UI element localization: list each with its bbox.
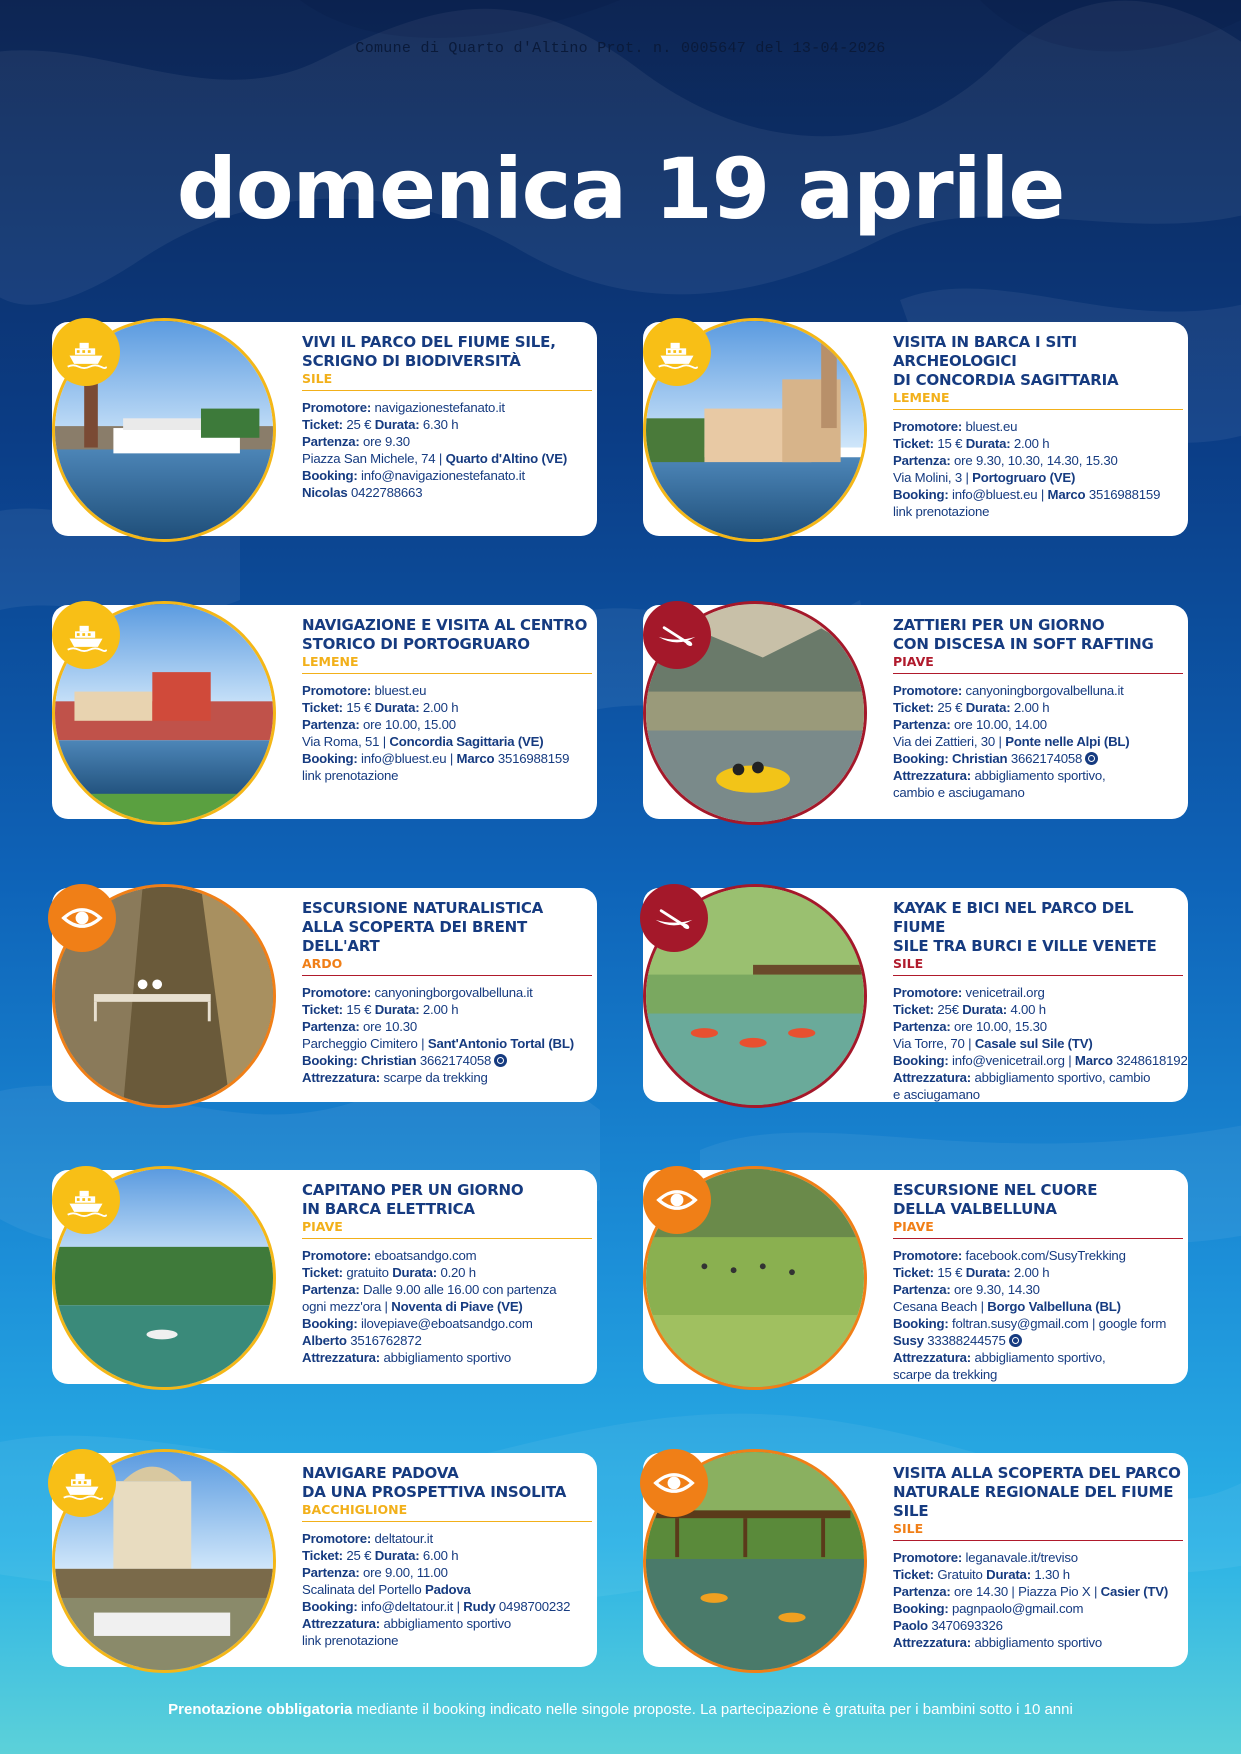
footer-note: Prenotazione obbligatoria mediante il booking indicato nelle singole proposte. La partecipazione è gratuita per i bambini sotto i 10 anni (168, 1701, 1073, 1718)
event-river: LEMENE (893, 390, 1183, 410)
event-ticket: Ticket: Gratuito Durata: 1.30 h (893, 1567, 1070, 1582)
event-attrezzatura: Attrezzatura: abbigliamento sportivo, (893, 768, 1106, 783)
event-contact: Alberto 3516762872 (302, 1333, 422, 1348)
event-river: LEMENE (302, 654, 592, 674)
event-booking: Booking: info@deltatour.it | Rudy 0498700232 (302, 1599, 571, 1614)
event-attrezzatura: Attrezzatura: scarpe da trekking (302, 1070, 488, 1085)
event-promotore: Promotore: canyoningborgovalbelluna.it (893, 683, 1124, 698)
page-title: domenica 19 aprile (176, 140, 1065, 238)
eye-icon (643, 1166, 711, 1234)
event-attrezzatura-cont: scarpe da trekking (893, 1367, 998, 1382)
boat-icon (48, 1449, 116, 1517)
boat-icon (643, 318, 711, 386)
event-booking: Booking: Christian 3662174058 (302, 1052, 592, 1069)
event-ticket: Ticket: 25€ Durata: 4.00 h (893, 1002, 1046, 1017)
event-partenza: Partenza: ore 10.00, 15.30 (893, 1019, 1047, 1034)
event-attrezzatura-cont: cambio e asciugamano (893, 785, 1025, 800)
protocol-stamp: Comune di Quarto d'Altino Prot. n. 0005647 del 13-04-2026 (355, 40, 886, 57)
booking-link[interactable]: link prenotazione (893, 504, 990, 519)
event-partenza: Partenza: Dalle 9.00 alle 16.00 con partenza (302, 1282, 557, 1297)
event-attrezzatura-cont: e asciugamano (893, 1087, 980, 1102)
event-promotore: Promotore: venicetrail.org (893, 985, 1045, 1000)
eye-icon (48, 884, 116, 952)
eye-icon (640, 1449, 708, 1517)
event-title: ESCURSIONE NATURALISTICA ALLA SCOPERTA DEI BRENT DELL'ART (302, 899, 544, 955)
event-address: ogni mezz'ora | Noventa di Piave (VE) (302, 1299, 523, 1314)
event-river: SILE (893, 1521, 1183, 1541)
event-promotore: Promotore: bluest.eu (302, 683, 427, 698)
event-address: Piazza San Michele, 74 | Quarto d'Altino (VE) (302, 451, 568, 466)
event-partenza: Partenza: ore 9.30, 10.30, 14.30, 15.30 (893, 453, 1118, 468)
event-partenza: Partenza: ore 9.30, 14.30 (893, 1282, 1040, 1297)
event-partenza: Partenza: ore 10.30 (302, 1019, 417, 1034)
event-ticket: Ticket: 15 € Durata: 2.00 h (893, 436, 1050, 451)
event-ticket: Ticket: 15 € Durata: 2.00 h (302, 1002, 459, 1017)
event-promotore: Promotore: leganavale.it/treviso (893, 1550, 1078, 1565)
event-partenza: Partenza: ore 9.00, 11.00 (302, 1565, 448, 1580)
boat-icon (52, 318, 120, 386)
canoe-icon (640, 884, 708, 952)
whatsapp-icon (1085, 752, 1098, 765)
event-partenza: Partenza: ore 14.30 | Piazza Pio X | Casier (TV) (893, 1584, 1169, 1599)
event-promotore: Promotore: eboatsandgo.com (302, 1248, 477, 1263)
boat-icon (52, 601, 120, 669)
event-attrezzatura: Attrezzatura: abbigliamento sportivo (893, 1635, 1103, 1650)
event-title: ZATTIERI PER UN GIORNO CON DISCESA IN SOFT RAFTING (893, 616, 1154, 653)
event-title: VISITA IN BARCA I SITI ARCHEOLOGICI DI CONCORDIA SAGITTARIA (893, 333, 1119, 389)
event-attrezzatura: Attrezzatura: abbigliamento sportivo, (893, 1350, 1106, 1365)
whatsapp-icon (1009, 1334, 1022, 1347)
event-ticket: Ticket: gratuito Durata: 0.20 h (302, 1265, 476, 1280)
event-ticket: Ticket: 25 € Durata: 6.00 h (302, 1548, 459, 1563)
event-partenza: Partenza: ore 9.30 (302, 434, 410, 449)
event-booking: Booking: info@bluest.eu | Marco 3516988159 (302, 751, 570, 766)
canoe-icon (643, 601, 711, 669)
event-ticket: Ticket: 15 € Durata: 2.00 h (302, 700, 459, 715)
event-river: ARDO (302, 956, 592, 976)
event-title: KAYAK E BICI NEL PARCO DEL FIUME SILE TRA BURCI E VILLE VENETE (893, 899, 1157, 955)
event-title: VIVI IL PARCO DEL FIUME SILE, SCRIGNO DI BIODIVERSITÀ (302, 333, 556, 370)
event-ticket: Ticket: 15 € Durata: 2.00 h (893, 1265, 1050, 1280)
booking-link[interactable]: link prenotazione (302, 1633, 399, 1648)
event-address: Parcheggio Cimitero | Sant'Antonio Tortal (BL) (302, 1036, 574, 1051)
event-river: PIAVE (893, 1219, 1183, 1239)
event-title: ESCURSIONE NEL CUORE DELLA VALBELLUNA (893, 1181, 1098, 1218)
event-promotore: Promotore: navigazionestefanato.it (302, 400, 505, 415)
event-ticket: Ticket: 25 € Durata: 2.00 h (893, 700, 1050, 715)
event-address: Scalinata del Portello Padova (302, 1582, 471, 1597)
event-attrezzatura: Attrezzatura: abbigliamento sportivo, cambio (893, 1070, 1151, 1085)
event-river: SILE (302, 371, 592, 391)
event-address: Via dei Zattieri, 30 | Ponte nelle Alpi (BL) (893, 734, 1130, 749)
event-promotore: Promotore: bluest.eu (893, 419, 1018, 434)
event-booking: Booking: info@bluest.eu | Marco 3516988159 (893, 487, 1161, 502)
event-promotore: Promotore: deltatour.it (302, 1531, 433, 1546)
event-river: BACCHIGLIONE (302, 1502, 592, 1522)
event-title: NAVIGARE PADOVA DA UNA PROSPETTIVA INSOLITA (302, 1464, 567, 1501)
event-booking: Booking: info@venicetrail.org | Marco 3248618192 (893, 1053, 1188, 1068)
event-address: Cesana Beach | Borgo Valbelluna (BL) (893, 1299, 1121, 1314)
event-river: SILE (893, 956, 1183, 976)
event-booking: Booking: pagnpaolo@gmail.com (893, 1601, 1084, 1616)
event-address: Via Roma, 51 | Concordia Sagittaria (VE) (302, 734, 544, 749)
event-title: CAPITANO PER UN GIORNO IN BARCA ELETTRICA (302, 1181, 524, 1218)
event-partenza: Partenza: ore 10.00, 14.00 (893, 717, 1047, 732)
event-address: Via Torre, 70 | Casale sul Sile (TV) (893, 1036, 1093, 1051)
event-river: PIAVE (302, 1219, 592, 1239)
event-promotore: Promotore: canyoningborgovalbelluna.it (302, 985, 533, 1000)
event-partenza: Partenza: ore 10.00, 15.00 (302, 717, 456, 732)
event-booking: Booking: foltran.susy@gmail.com | google form (893, 1316, 1167, 1331)
event-title: VISITA ALLA SCOPERTA DEL PARCO NATURALE REGIONALE DEL FIUME SILE (893, 1464, 1181, 1520)
event-contact: Paolo 3470693326 (893, 1618, 1003, 1633)
boat-icon (52, 1166, 120, 1234)
event-booking: Booking: info@navigazionestefanato.it (302, 468, 525, 483)
event-contact: Susy 33388244575 (893, 1332, 1183, 1349)
event-booking: Booking: ilovepiave@eboatsandgo.com (302, 1316, 533, 1331)
event-address: Via Molini, 3 | Portogruaro (VE) (893, 470, 1076, 485)
event-booking: Booking: Christian 3662174058 (893, 750, 1183, 767)
event-promotore: Promotore: facebook.com/SusyTrekking (893, 1248, 1126, 1263)
event-ticket: Ticket: 25 € Durata: 6.30 h (302, 417, 459, 432)
event-river: PIAVE (893, 654, 1183, 674)
booking-link[interactable]: link prenotazione (302, 768, 399, 783)
event-attrezzatura: Attrezzatura: abbigliamento sportivo (302, 1350, 512, 1365)
whatsapp-icon (494, 1054, 507, 1067)
event-title: NAVIGAZIONE E VISITA AL CENTRO STORICO DI PORTOGRUARO (302, 616, 588, 653)
event-contact: Nicolas 0422788663 (302, 485, 423, 500)
event-attrezzatura: Attrezzatura: abbigliamento sportivo (302, 1616, 512, 1631)
